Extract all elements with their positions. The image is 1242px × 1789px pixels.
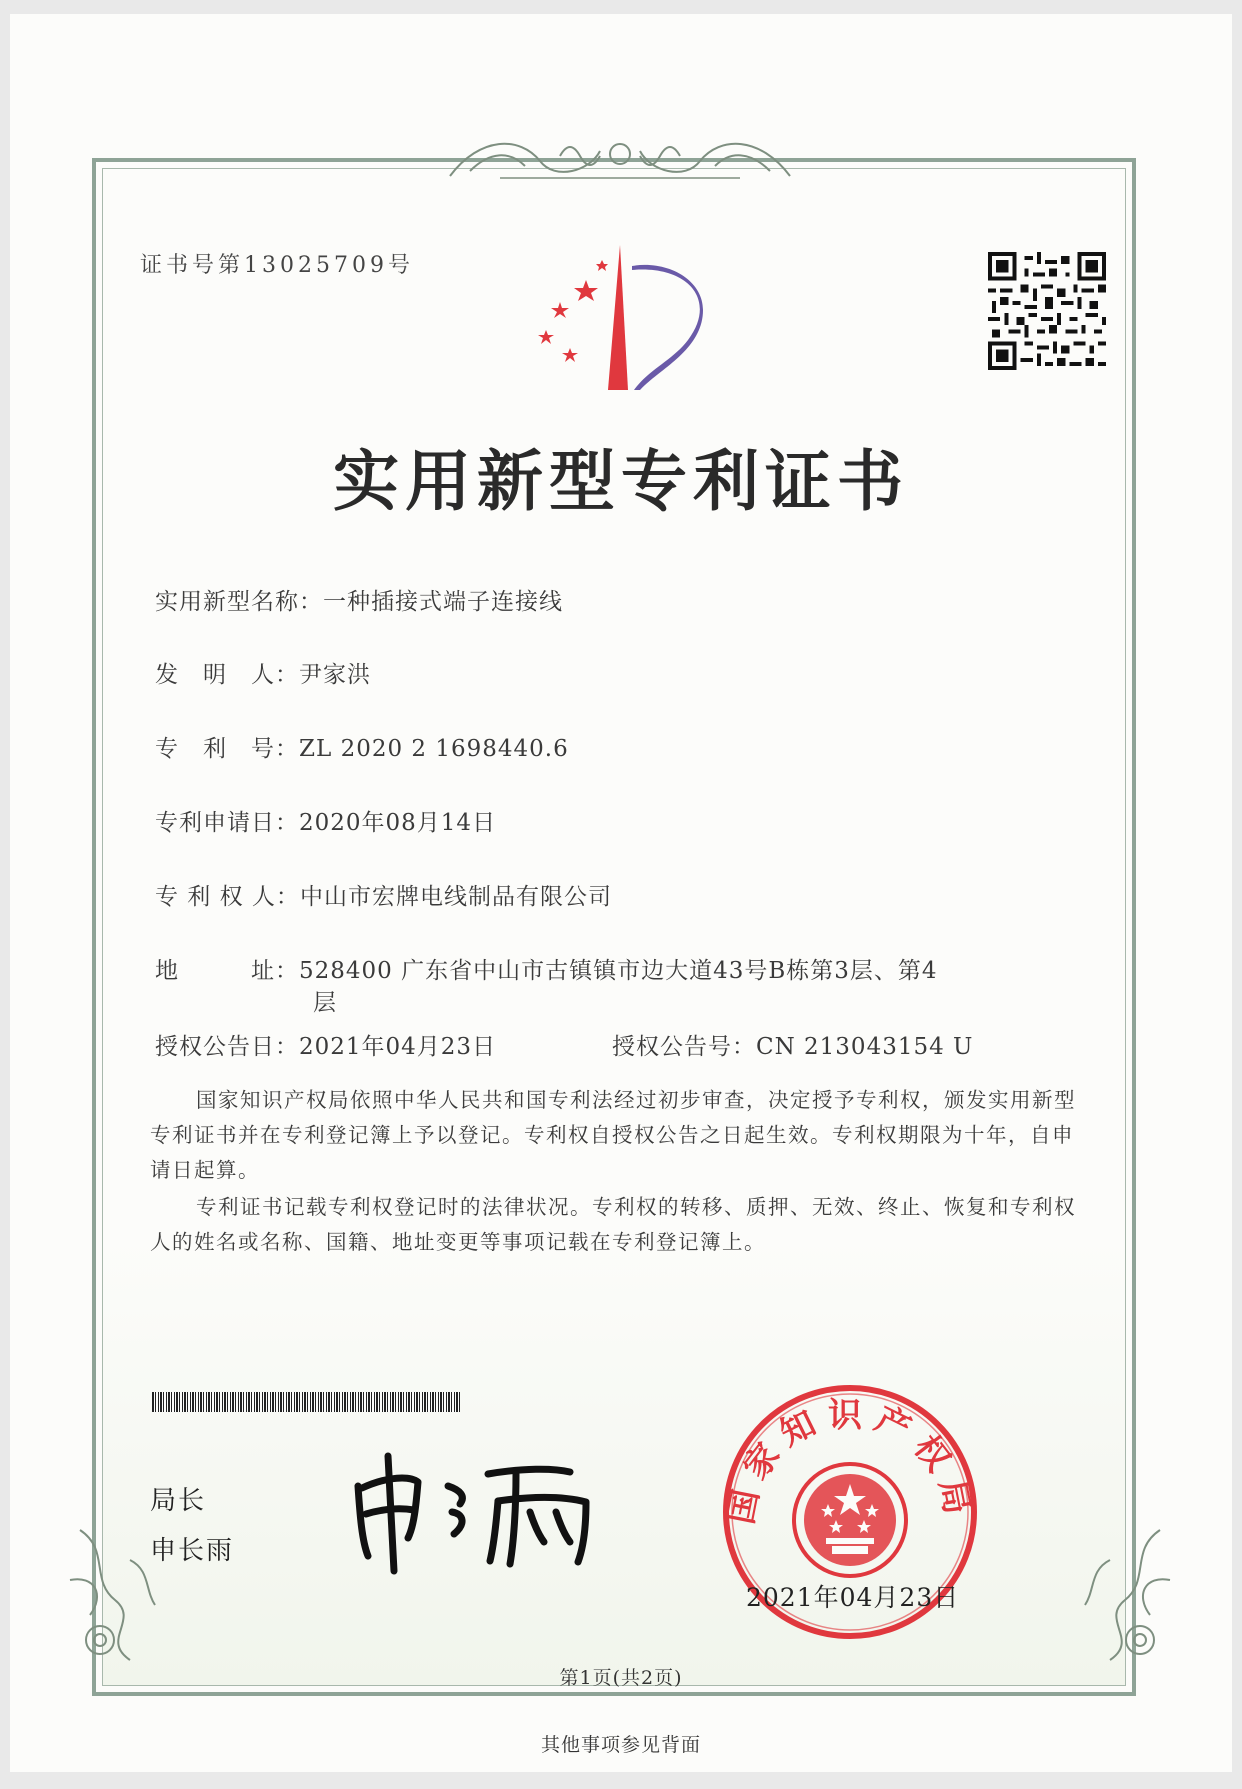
field-patent-number: 专 利 号：ZL 2020 2 1698440.6	[155, 736, 569, 762]
certificate-title: 实用新型专利证书	[333, 442, 909, 520]
top-ornament	[440, 126, 800, 188]
national-emblem-icon	[794, 1464, 906, 1576]
field-address: 地 址：528400 广东省中山市古镇镇市边大道43号B栋第3层、第4	[155, 958, 938, 984]
field-utility-model-name: 实用新型名称：一种插接式端子连接线	[155, 589, 563, 615]
legal-statement-2: 专利证书记载专利权登记时的法律状况。专利权的转移、质押、无效、终止、恢复和专利权人的姓名或名称、国籍、地址变更等事项记载在专利登记簿上。	[150, 1195, 1076, 1254]
barcode	[152, 1392, 460, 1412]
field-grant-announcement-date: 授权公告日：2021年04月23日	[155, 1034, 497, 1060]
legal-statement-1: 国家知识产权局依照中华人民共和国专利法经过初步审查，决定授予专利权，颁发实用新型专利证书并在专利登记簿上予以登记。专利权自授权公告之日起生效。专利权期限为十年，自申请日起算。	[150, 1088, 1076, 1182]
corner-ornament-right	[1060, 1520, 1180, 1670]
field-application-date: 专利申请日：2020年08月14日	[155, 810, 497, 836]
page-indicator: 第1页(共2页)	[559, 1667, 683, 1689]
patent-office-logo	[528, 240, 718, 390]
field-address-continued: 层	[313, 990, 337, 1016]
qr-code[interactable]	[988, 252, 1106, 370]
director-title: 局长	[150, 1486, 207, 1516]
field-patentee: 专 利 权 人：中山市宏牌电线制品有限公司	[155, 884, 612, 910]
seal-date: 2021年04月23日	[746, 1583, 960, 1612]
field-grant-announcement-number: 授权公告号：CN 213043154 U	[612, 1034, 974, 1060]
certificate-number: 证书号第13025709号	[140, 253, 414, 278]
back-side-note: 其他事项参见背面	[540, 1734, 701, 1756]
director-name: 申长雨	[150, 1536, 235, 1566]
field-inventor: 发 明 人：尹家洪	[155, 662, 371, 688]
director-signature	[348, 1446, 608, 1576]
seal-text: 国家知识产权局	[721, 1395, 979, 1528]
